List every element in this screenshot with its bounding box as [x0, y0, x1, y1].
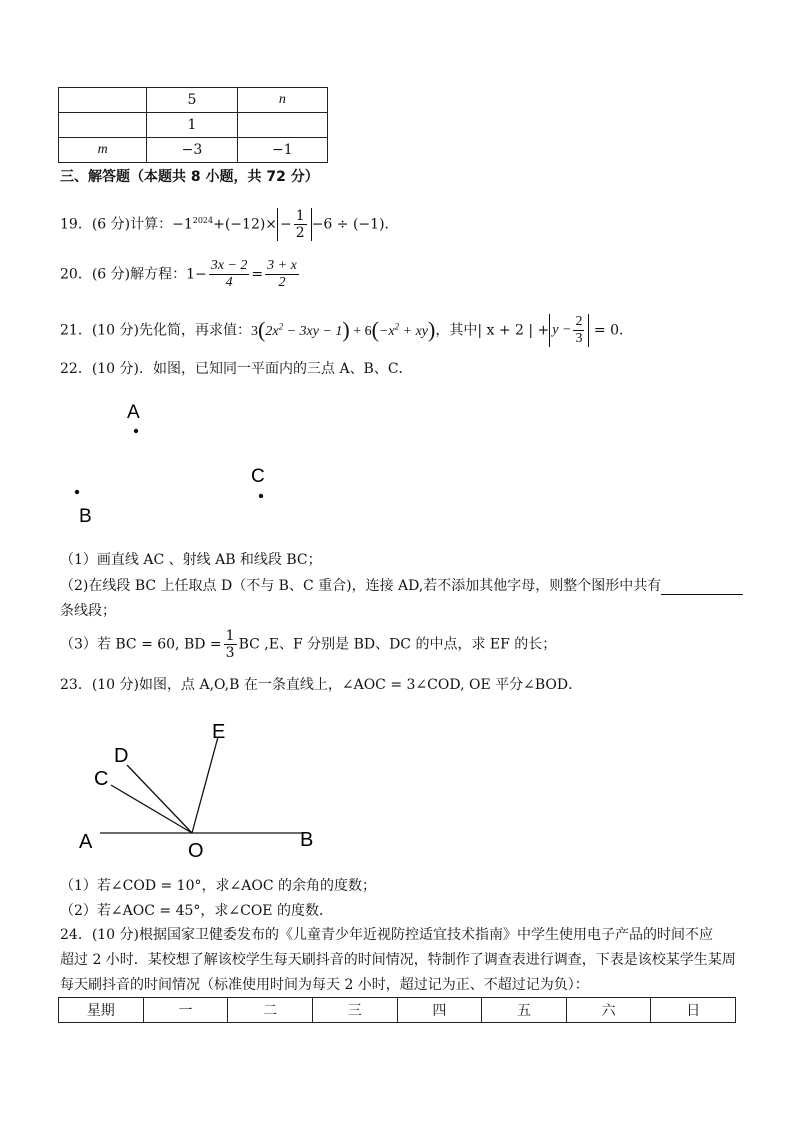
q22-part-2 — [60, 577, 743, 595]
q21-expr-e-exp: 2 — [394, 320, 400, 331]
top-table-cell: 1 — [147, 113, 237, 138]
q21-expr-f: + xy — [399, 323, 428, 339]
q19-base: −1 — [172, 216, 193, 233]
q21-absolute — [549, 314, 589, 347]
question-19 — [60, 208, 399, 241]
q24-header-cell: 六 — [566, 998, 651, 1023]
point-a-label: A — [127, 402, 140, 423]
q21-expr-d: + 6 — [349, 323, 372, 339]
q21-cond-y: y − — [552, 322, 572, 338]
top-table-cell — [59, 113, 147, 138]
q22-part-2-cont: 条线段； — [60, 603, 116, 619]
top-table-cell: 5 — [147, 88, 237, 113]
question-21 — [60, 314, 633, 347]
q22-part-3-a: （3）若 BC = 60, BD = — [60, 636, 222, 653]
q22-frac-num: 1 — [225, 628, 235, 644]
q19-tail: −6 ÷ (−1)． — [311, 216, 399, 233]
top-table — [58, 87, 328, 163]
q21-fraction — [573, 314, 584, 347]
q19-prefix: 19．(6 分)计算： — [60, 216, 173, 233]
q19-abs-sign: − — [280, 216, 292, 233]
point-c-dot — [259, 494, 263, 498]
q19-frac-num: 1 — [295, 208, 305, 224]
q22-part-2-text: （2)在线段 BC 上任取点 D（不与 B、C 重合)，连接 AD,若不添加其他字母，则整个图形中共有 — [60, 578, 662, 594]
q21-expr-b-exp: 2 — [278, 320, 284, 331]
question-22-stem: 22．(10 分)．如图，已知同一平面内的三点 A、B、C． — [60, 361, 413, 377]
q21-expr-c: − 3xy − 1 — [283, 323, 343, 339]
q24-header-cell: 星期 — [59, 998, 144, 1023]
q24-header-cell: 二 — [228, 998, 313, 1023]
q19-frac-den: 2 — [295, 225, 305, 241]
q20-equals: = — [251, 266, 264, 283]
top-table-cell — [237, 113, 327, 138]
q20-f2-den: 2 — [278, 275, 286, 290]
top-table-cell: n — [237, 88, 327, 113]
q19-absolute — [277, 208, 312, 241]
q19-fraction — [294, 208, 307, 241]
q22-frac-den: 3 — [225, 645, 235, 661]
label-c: C — [94, 768, 109, 790]
question-24-line-2: 超过 2 小时．某校想了解该校学生每天刷抖音的时间情况，特制作了调查表进行调查，下表是该校某学生某周 — [60, 952, 736, 968]
q21-expr-b: 2x — [265, 323, 279, 339]
q22-part-1: （1）画直线 AC 、射线 AB 和线段 BC； — [60, 552, 322, 568]
label-e: E — [212, 721, 226, 743]
question-20 — [60, 258, 301, 291]
q22-part-3 — [60, 628, 556, 661]
top-table-cell: −3 — [147, 138, 237, 163]
q19-mid: +(−12)× — [213, 216, 278, 233]
section-heading: 三、解答题（本题共 8 小题，共 72 分） — [60, 169, 319, 185]
q20-f1-den: 4 — [225, 275, 233, 290]
ray-oc — [111, 785, 192, 833]
point-a-dot — [134, 429, 138, 433]
label-a: A — [79, 831, 93, 853]
q23-figure — [70, 712, 330, 862]
ray-oe — [192, 737, 218, 833]
q20-prefix: 20．(6 分)解方程：1− — [60, 266, 207, 283]
answer-blank[interactable] — [661, 580, 743, 595]
q24-header-cell: 五 — [482, 998, 567, 1023]
label-b: B — [300, 829, 314, 851]
top-table-cell: m — [59, 138, 147, 163]
label-o: O — [188, 840, 204, 862]
q22-part-3-b: BC ,E、F 分别是 BD、DC 的中点，求 EF 的长； — [238, 636, 557, 653]
q21-condition-tail: = 0． — [589, 322, 633, 339]
question-24-line-3: 每天刷抖音的时间情况（标准使用时间为每天 2 小时，超过记为正、不超过记为负）： — [60, 977, 589, 993]
q21-expr-a: 3 — [251, 323, 259, 339]
q24-header-cell: 日 — [651, 998, 736, 1023]
q24-header-cell: 四 — [397, 998, 482, 1023]
q21-prefix: 21．(10 分)先化简，再求值： — [60, 322, 252, 339]
q20-fraction-2 — [265, 258, 299, 291]
q24-header-cell: 一 — [143, 998, 228, 1023]
q24-table — [58, 997, 736, 1023]
question-24-line-1: 24．(10 分)根据国家卫健委发布的《儿童青少年近视防控适宜技术指南》中学生使用电子产品的时间不应 — [60, 927, 714, 943]
q21-expr-e: −x — [378, 323, 395, 339]
q20-fraction-1 — [209, 258, 250, 291]
top-table-cell: −1 — [237, 138, 327, 163]
q21-condition-prefix: ，其中| x + 2 | + — [435, 322, 550, 339]
label-d: D — [114, 745, 129, 767]
ray-od — [127, 765, 192, 833]
top-table-cell — [59, 88, 147, 113]
q23-part-2: （2）若∠AOC = 45°，求∠COE 的度数． — [60, 903, 333, 919]
q20-f2-num: 3 + x — [267, 258, 297, 273]
q22-figure — [60, 390, 320, 535]
question-23-stem: 23．(10 分)如图，点 A,O,B 在一条直线上，∠AOC = 3∠COD, OE 平分∠BOD． — [60, 677, 583, 693]
q24-header-cell: 三 — [312, 998, 397, 1023]
point-b-label: B — [79, 506, 92, 527]
q23-part-1: （1）若∠COD = 10°，求∠AOC 的余角的度数； — [60, 878, 376, 894]
q21-cond-num: 2 — [575, 314, 583, 329]
q21-cond-den: 3 — [575, 331, 583, 346]
q22-fraction — [224, 628, 237, 661]
q21-expression: $3(2x^2 - 3xy - 1) + 6(-x^2 + xy)$ — [251, 316, 436, 342]
point-b-dot — [75, 490, 79, 494]
q19-exponent: 2024 — [192, 215, 214, 225]
point-c-label: C — [251, 466, 265, 487]
q20-f1-num: 3x − 2 — [210, 258, 248, 273]
